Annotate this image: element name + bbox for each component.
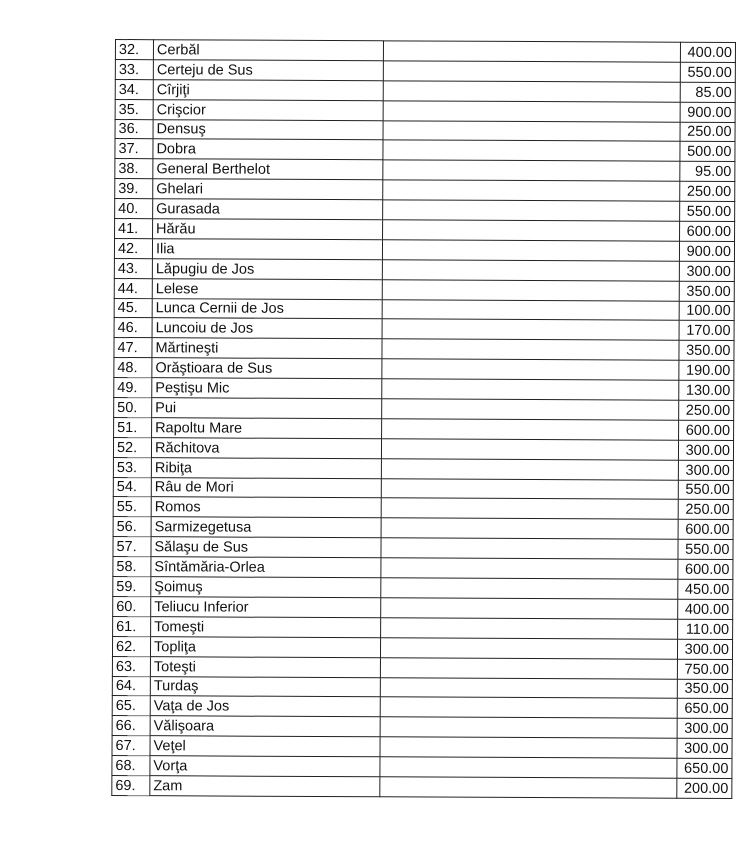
blank-cell [383,180,680,201]
amount-value: 400.00 [680,42,735,62]
row-number: 66. [112,716,150,736]
amount-value: 85.00 [680,82,735,102]
locality-name: Lunca Cernii de Jos [152,298,382,319]
locality-name: Toteşti [150,656,380,677]
table-row [114,378,734,401]
blank-cell [383,81,680,102]
blank-cell [383,61,680,82]
locality-name: Sarmizegetusa [151,517,381,538]
amount-value: 130.00 [679,380,734,400]
blank-cell [382,319,679,340]
locality-name: Răchitova [151,437,381,458]
localities-table [111,39,736,799]
table-row [113,477,733,500]
table-row [114,318,734,341]
amount-value: 600.00 [680,221,735,241]
row-number: 62. [112,636,150,656]
locality-name: Luncoiu de Jos [152,318,382,339]
amount-value: 250.00 [679,400,734,420]
table-row [113,596,733,619]
row-number: 69. [112,775,150,795]
amount-value: 300.00 [677,738,732,758]
blank-cell [382,399,679,420]
locality-name: Teliucu Inferior [151,597,381,618]
row-number: 34. [115,79,153,99]
row-number: 60. [113,596,151,616]
locality-name: Ilia [152,239,382,260]
amount-value: 170.00 [679,321,734,341]
locality-name: Topliţa [150,636,380,657]
row-number: 41. [115,219,153,239]
blank-cell [381,459,678,480]
table-row [114,258,734,281]
row-number: 33. [115,59,153,79]
blank-cell [380,737,677,758]
locality-name: Crişcior [153,99,383,120]
table-row [115,199,735,222]
row-number: 40. [115,199,153,219]
amount-value: 300.00 [677,639,732,659]
blank-cell [382,339,679,360]
blank-cell [380,657,677,678]
amount-value: 350.00 [679,281,734,301]
blank-cell [380,757,677,778]
locality-name: Lelese [152,278,382,299]
blank-cell [382,359,679,380]
amount-value: 450.00 [678,579,733,599]
amount-value: 400.00 [678,599,733,619]
amount-value: 300.00 [679,261,734,281]
blank-cell [381,538,678,559]
locality-name: Veţel [150,736,380,757]
locality-name: Lăpugiu de Jos [152,258,382,279]
blank-cell [383,140,680,161]
amount-value: 600.00 [678,559,733,579]
table-row [113,437,733,460]
locality-name: Vaţa de Jos [150,696,380,717]
locality-name: Tomeşti [151,617,381,638]
blank-cell [382,240,679,261]
blank-cell [381,518,678,539]
row-number: 68. [112,756,150,776]
amount-value: 500.00 [680,142,735,162]
row-number: 32. [115,40,153,60]
amount-value: 95.00 [680,162,735,182]
locality-name: Certeju de Sus [153,60,383,81]
blank-cell [382,299,679,320]
amount-value: 900.00 [679,241,734,261]
locality-name: Vorţa [150,756,380,777]
row-number: 64. [112,676,150,696]
blank-cell [381,618,678,639]
row-number: 51. [114,417,152,437]
locality-name: Hărău [153,219,383,240]
amount-value: 600.00 [679,420,734,440]
amount-value: 350.00 [679,341,734,361]
locality-name: Turdaş [150,676,380,697]
table-row [114,417,734,440]
locality-name: Vălişoara [150,716,380,737]
table-row [115,59,735,82]
row-number: 54. [113,477,151,497]
row-number: 42. [114,238,152,258]
locality-name: Sălaşu de Sus [151,537,381,558]
table-row [112,696,732,719]
row-number: 49. [114,378,152,398]
row-number: 50. [114,398,152,418]
row-number: 57. [113,537,151,557]
locality-name: Orăştioara de Sus [152,358,382,379]
row-number: 48. [114,358,152,378]
locality-name: Zam [150,776,380,797]
locality-name: Dobra [153,139,383,160]
row-number: 58. [113,557,151,577]
locality-name: Cîrjiţi [153,79,383,100]
amount-value: 350.00 [677,679,732,699]
amount-value: 650.00 [677,758,732,778]
amount-value: 750.00 [677,659,732,679]
table-body [112,40,736,799]
row-number: 59. [113,577,151,597]
amount-value: 900.00 [680,102,735,122]
amount-value: 300.00 [677,719,732,739]
row-number: 46. [114,318,152,338]
locality-name: Ghelari [153,179,383,200]
blank-cell [383,160,680,181]
blank-cell [381,439,678,460]
locality-name: General Berthelot [153,159,383,180]
locality-name: Mărtineşti [152,338,382,359]
row-number: 39. [115,179,153,199]
blank-cell [383,200,680,221]
row-number: 56. [113,517,151,537]
blank-cell [381,578,678,599]
locality-name: Peştişu Mic [152,378,382,399]
row-number: 37. [115,139,153,159]
row-number: 53. [113,457,151,477]
blank-cell [380,717,677,738]
amount-value: 550.00 [678,480,733,500]
table-row [114,338,734,361]
locality-name: Densuş [153,119,383,140]
locality-name: Cerbăl [153,40,383,61]
amount-value: 110.00 [678,619,733,639]
amount-value: 600.00 [678,520,733,540]
table-row [114,358,734,381]
amount-value: 250.00 [678,500,733,520]
blank-cell [380,777,677,798]
row-number: 65. [112,696,150,716]
blank-cell [383,120,680,141]
row-number: 38. [115,159,153,179]
table-row [112,716,732,739]
blank-cell [382,279,679,300]
amount-value: 250.00 [680,181,735,201]
row-number: 55. [113,497,151,517]
amount-value: 550.00 [680,62,735,82]
row-number: 67. [112,736,150,756]
table-row [113,537,733,560]
blank-cell [383,220,680,241]
blank-cell [381,558,678,579]
row-number: 52. [113,437,151,457]
blank-cell [380,638,677,659]
blank-cell [382,379,679,400]
locality-name: Şoimuş [151,577,381,598]
blank-cell [383,41,680,62]
table-row [115,159,735,182]
row-number: 35. [115,99,153,119]
locality-name: Râu de Mori [151,477,381,498]
blank-cell [380,697,677,718]
row-number: 44. [114,278,152,298]
amount-value: 100.00 [679,301,734,321]
locality-name: Romos [151,497,381,518]
blank-cell [380,677,677,698]
amount-value: 300.00 [678,440,733,460]
row-number: 36. [115,119,153,139]
locality-name: Pui [152,398,382,419]
locality-name: Ribiţa [151,457,381,478]
row-number: 43. [114,258,152,278]
amount-value: 190.00 [679,361,734,381]
blank-cell [383,100,680,121]
row-number: 45. [114,298,152,318]
amount-value: 200.00 [677,778,732,798]
blank-cell [382,419,679,440]
table-row [112,775,732,798]
row-number: 63. [112,656,150,676]
amount-value: 300.00 [678,460,733,480]
table-row [113,517,733,540]
amount-value: 550.00 [680,201,735,221]
blank-cell [381,598,678,619]
locality-name: Rapoltu Mare [152,418,382,439]
table-row [113,557,733,580]
table-row [114,298,734,321]
amount-value: 250.00 [680,122,735,142]
amount-value: 550.00 [678,540,733,560]
blank-cell [381,498,678,519]
row-number: 61. [113,616,151,636]
blank-cell [382,260,679,281]
blank-cell [381,478,678,499]
amount-value: 650.00 [677,699,732,719]
locality-name: Gurasada [153,199,383,220]
locality-name: Sîntămăria-Orlea [151,557,381,578]
row-number: 47. [114,338,152,358]
